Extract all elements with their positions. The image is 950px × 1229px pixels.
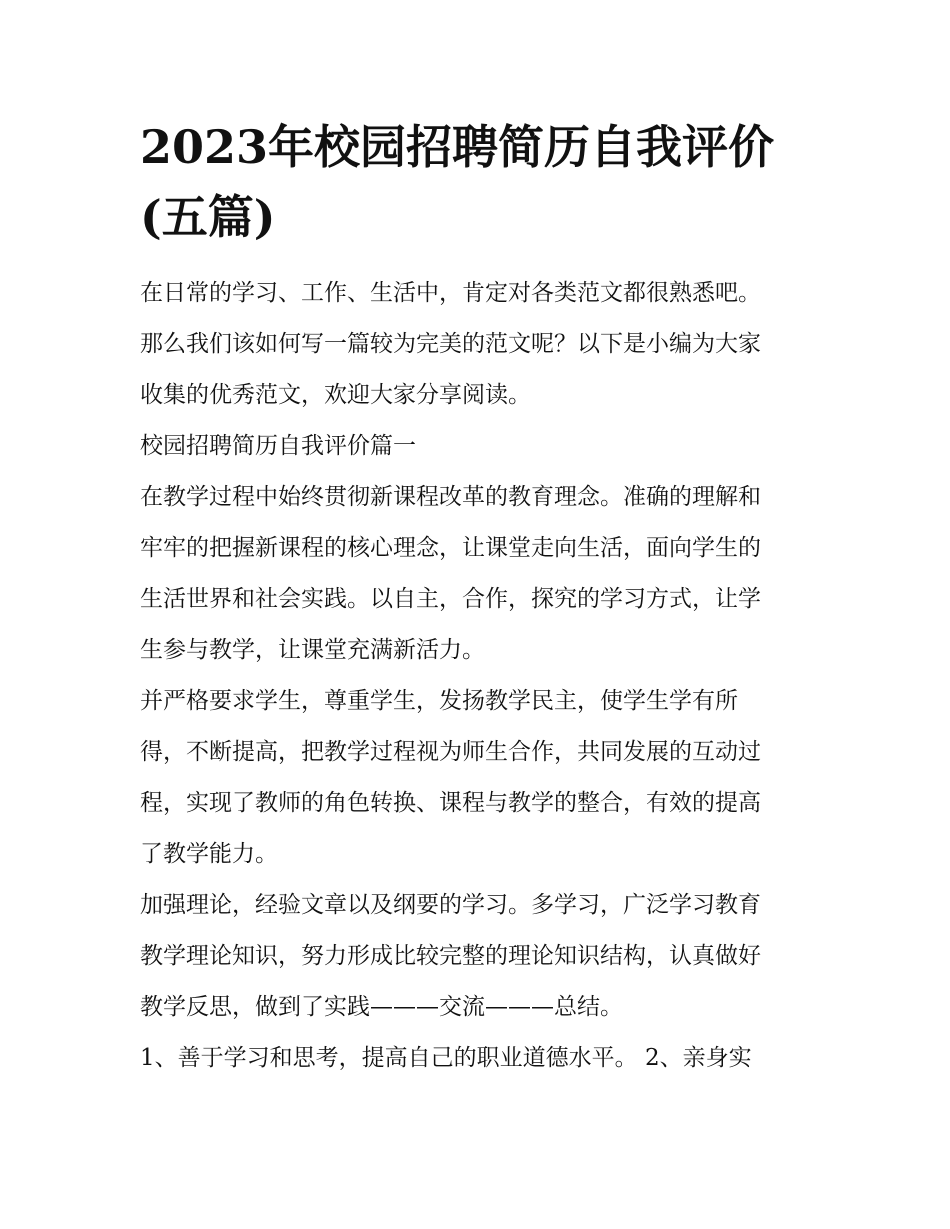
text-line: 生参与教学，让课堂充满新活力。 <box>140 637 485 663</box>
text-line: 程，实现了教师的角色转换、课程与教学的整合，有效的提高 <box>140 790 761 816</box>
body-paragraph <box>140 472 820 676</box>
text-line: 教学理论知识，努力形成比较完整的理论知识结构，认真做好 <box>140 943 761 969</box>
text-line: 教学反思，做到了实践———交流———总结。 <box>140 994 623 1020</box>
document-title <box>140 112 820 252</box>
document-page <box>140 112 820 1084</box>
text-line: 1、善于学习和思考，提高自己的职业道德水平。 2、亲身实 <box>140 1045 752 1071</box>
text-line: 牢牢的把握新课程的核心理念，让课堂走向生活，面向学生的 <box>140 535 761 561</box>
body-paragraph <box>140 880 820 1033</box>
body-paragraph <box>140 1033 820 1084</box>
text-line: 在教学过程中始终贯彻新课程改革的教育理念。准确的理解和 <box>140 484 761 510</box>
text-line: 加强理论，经验文章以及纲要的学习。多学习，广泛学习教育 <box>140 892 761 918</box>
text-line: 生活世界和社会实践。以自主，合作，探究的学习方式，让学 <box>140 586 761 612</box>
section-heading <box>140 421 820 472</box>
intro-paragraph <box>140 268 820 421</box>
text-line: 了教学能力。 <box>140 841 278 867</box>
text-line: 收集的优秀范文，欢迎大家分享阅读。 <box>140 382 531 408</box>
text-line: 在日常的学习、工作、生活中，肯定对各类范文都很熟悉吧。 <box>140 280 761 306</box>
title-line-2: (五篇) <box>140 190 276 244</box>
text-line: 校园招聘简历自我评价篇一 <box>140 433 416 459</box>
title-line-1: 2023年校园招聘简历自我评价 <box>140 120 775 174</box>
text-line: 并严格要求学生，尊重学生，发扬教学民主，使学生学有所 <box>140 688 738 714</box>
text-line: 那么我们该如何写一篇较为完美的范文呢？以下是小编为大家 <box>140 331 761 357</box>
text-line: 得，不断提高，把教学过程视为师生合作，共同发展的互动过 <box>140 739 761 765</box>
body-paragraph <box>140 676 820 880</box>
